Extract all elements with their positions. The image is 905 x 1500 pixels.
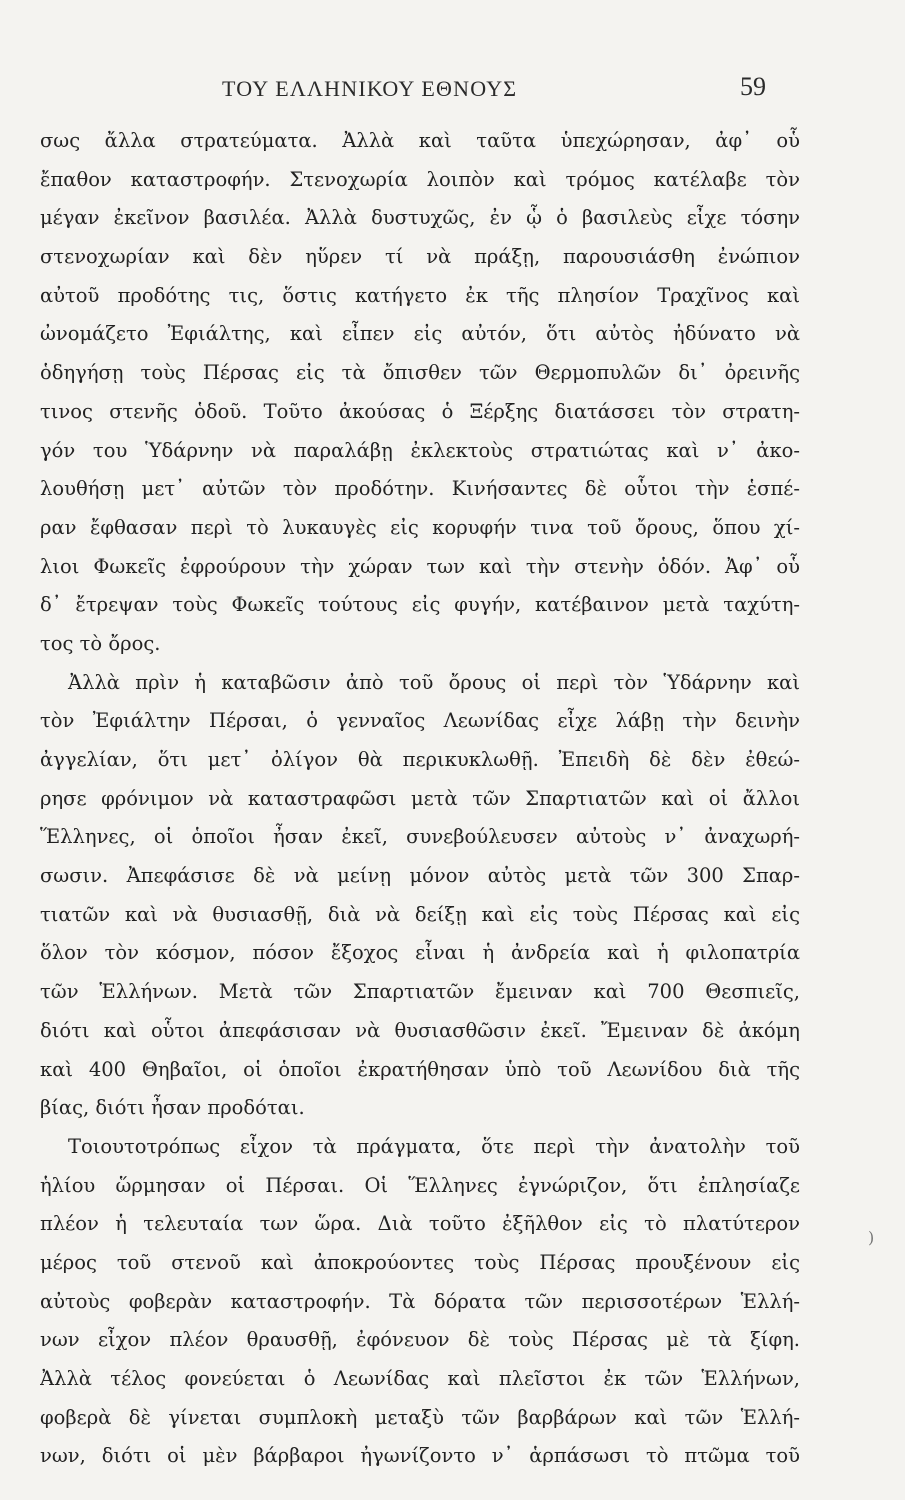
text-line: ἔπαθον καταστροφήν. Στενοχωρία λοιπὸν καὶ τρόμος κατέλαβε τὸν	[40, 167, 800, 191]
text-line: αὐτοῦ προδότης τις, ὅστις κατήγετο ἐκ τῆς πλησίον Τραχῖνος καὶ	[40, 283, 800, 307]
text-line: Ἀλλὰ τέλος φονεύεται ὁ Λεωνίδας καὶ πλεῖστοι ἐκ τῶν Ἑλλήνων,	[40, 1367, 800, 1390]
text-line: τιατῶν καὶ νὰ θυσιασθῇ, διὰ νὰ δείξῃ καὶ εἰς τοὺς Πέρσας καὶ εἰς	[40, 902, 800, 926]
text-line: αὐτοὺς φοβερὰν καταστροφήν. Τὰ δόρατα τῶν περισσοτέρων Ἑλλή-	[40, 1289, 800, 1313]
text-line: ρησε φρόνιμον νὰ καταστραφῶσι μετὰ τῶν Σπαρτιατῶν καὶ οἱ ἄλλοι	[40, 786, 800, 810]
text-line: νων, διότι οἱ μὲν βάρβαροι ἠγωνίζοντο ν᾽ ἁρπάσωσι τὸ πτῶμα τοῦ	[40, 1444, 800, 1468]
text-line: μέρος τοῦ στενοῦ καὶ ἀποκρούοντες τοὺς Πέρσας προυξένουν εἰς	[40, 1250, 800, 1274]
text-line: ἡλίου ὥρμησαν οἱ Πέρσαι. Οἱ Ἕλληνες ἐγνώριζον, ὅτι ἐπλησίαζε	[40, 1173, 800, 1197]
text-line: στενοχωρίαν καὶ δὲν ηὕρεν τί νὰ πράξῃ, παρουσιάσθη ἐνώπιον	[40, 245, 800, 269]
paragraph-start-line: Τοιουτοτρόπως εἶχον τὰ πράγματα, ὅτε περὶ τὴν ἀνατολὴν τοῦ	[68, 1134, 800, 1158]
text-line: πλέον ἡ τελευταία των ὥρα. Διὰ τοῦτο ἐξῆλθον εἰς τὸ πλατύτερον	[40, 1212, 800, 1236]
text-line: λουθήσῃ μετ᾽ αὐτῶν τὸν προδότην. Κινήσαντες δὲ οὗτοι τὴν ἑσπέ-	[40, 477, 800, 501]
running-head-title: ΤΟΥ ΕΛΛΗΝΙΚΟΥ ΕΘΝΟΥΣ	[222, 76, 518, 101]
text-line: ραν ἔφθασαν περὶ τὸ λυκαυγὲς εἰς κορυφήν τινα τοῦ ὄρους, ὅπου χί-	[40, 515, 800, 539]
text-line: μέγαν ἐκεῖνον βασιλέα. Ἀλλὰ δυστυχῶς, ἐν ᾧ ὁ βασιλεὺς εἶχε τόσην	[40, 206, 800, 230]
page-number: 59	[740, 72, 766, 101]
text-line: ὅλον τὸν κόσμον, πόσον ἔξοχος εἶναι ἡ ἀνδρεία καὶ ἡ φιλοπατρία	[40, 941, 800, 965]
text-line: λιοι Φωκεῖς ἐφρούρουν τὴν χώραν των καὶ τὴν στενὴν ὁδόν. Ἀφ᾽ οὗ	[40, 554, 800, 578]
paragraph-start-line: Ἀλλὰ πρὶν ἡ καταβῶσιν ἀπὸ τοῦ ὄρους οἱ περὶ τὸν Ὑδάρνην καὶ	[68, 670, 800, 694]
text-line: γόν του Ὑδάρνην νὰ παραλάβῃ ἐκλεκτοὺς στρατιώτας καὶ ν᾽ ἀκο-	[40, 438, 800, 462]
text-line: σωσιν. Ἀπεφάσισε δὲ νὰ μείνῃ μόνον αὐτὸς μετὰ τῶν 300 Σπαρ-	[40, 864, 800, 888]
text-line: νων εἶχον πλέον θραυσθῇ, ἐφόνευον δὲ τοὺς Πέρσας μὲ τὰ ξίφη.	[40, 1328, 800, 1352]
text-line: ὁδηγήσῃ τοὺς Πέρσας εἰς τὰ ὄπισθεν τῶν Θερμοπυλῶν δι᾽ ὀρεινῆς	[40, 361, 800, 385]
text-line: δ᾽ ἔτρεψαν τοὺς Φωκεῖς τούτους εἰς φυγήν, κατέβαινον μετὰ ταχύτη-	[40, 593, 800, 617]
text-line: καὶ 400 Θηβαῖοι, οἱ ὁποῖοι ἐκρατήθησαν ὑπὸ τοῦ Λεωνίδου διὰ τῆς	[40, 1057, 800, 1081]
running-head	[0, 72, 905, 108]
text-line: τος τὸ ὄρος.	[40, 631, 161, 655]
text-line: Ἕλληνες, οἱ ὁποῖοι ἦσαν ἐκεῖ, συνεβούλευσεν αὐτοὺς ν᾽ ἀναχωρή-	[40, 825, 800, 849]
text-line: φοβερὰ δὲ γίνεται συμπλοκὴ μεταξὺ τῶν βαρβάρων καὶ τῶν Ἑλλή-	[40, 1405, 800, 1429]
text-line: τὸν Ἐφιάλτην Πέρσαι, ὁ γενναῖος Λεωνίδας εἶχε λάβῃ τὴν δεινὴν	[40, 709, 800, 733]
text-line: ἀγγελίαν, ὅτι μετ᾽ ὀλίγον θὰ περικυκλωθῇ. Ἐπειδὴ δὲ δὲν ἐθεώ-	[40, 748, 800, 771]
text-line: τῶν Ἑλλήνων. Μετὰ τῶν Σπαρτιατῶν ἔμειναν καὶ 700 Θεσπιεῖς,	[40, 980, 800, 1004]
body-text	[40, 122, 800, 1476]
text-line: σως ἄλλα στρατεύματα. Ἀλλὰ καὶ ταῦτα ὑπεχώρησαν, ἀφ᾽ οὗ	[40, 129, 800, 152]
margin-mark: )	[868, 1228, 875, 1247]
text-line: ὠνομάζετο Ἐφιάλτης, καὶ εἶπεν εἰς αὐτόν, ὅτι αὐτὸς ἠδύνατο νὰ	[40, 322, 800, 346]
text-line: διότι καὶ οὗτοι ἀπεφάσισαν νὰ θυσιασθῶσιν ἐκεῖ. Ἔμειναν δὲ ἀκόμη	[40, 1018, 800, 1042]
text-line: βίας, διότι ἦσαν προδόται.	[40, 1096, 305, 1120]
text-line: τινος στενῆς ὁδοῦ. Τοῦτο ἀκούσας ὁ Ξέρξης διατάσσει τὸν στρατη-	[40, 399, 800, 423]
